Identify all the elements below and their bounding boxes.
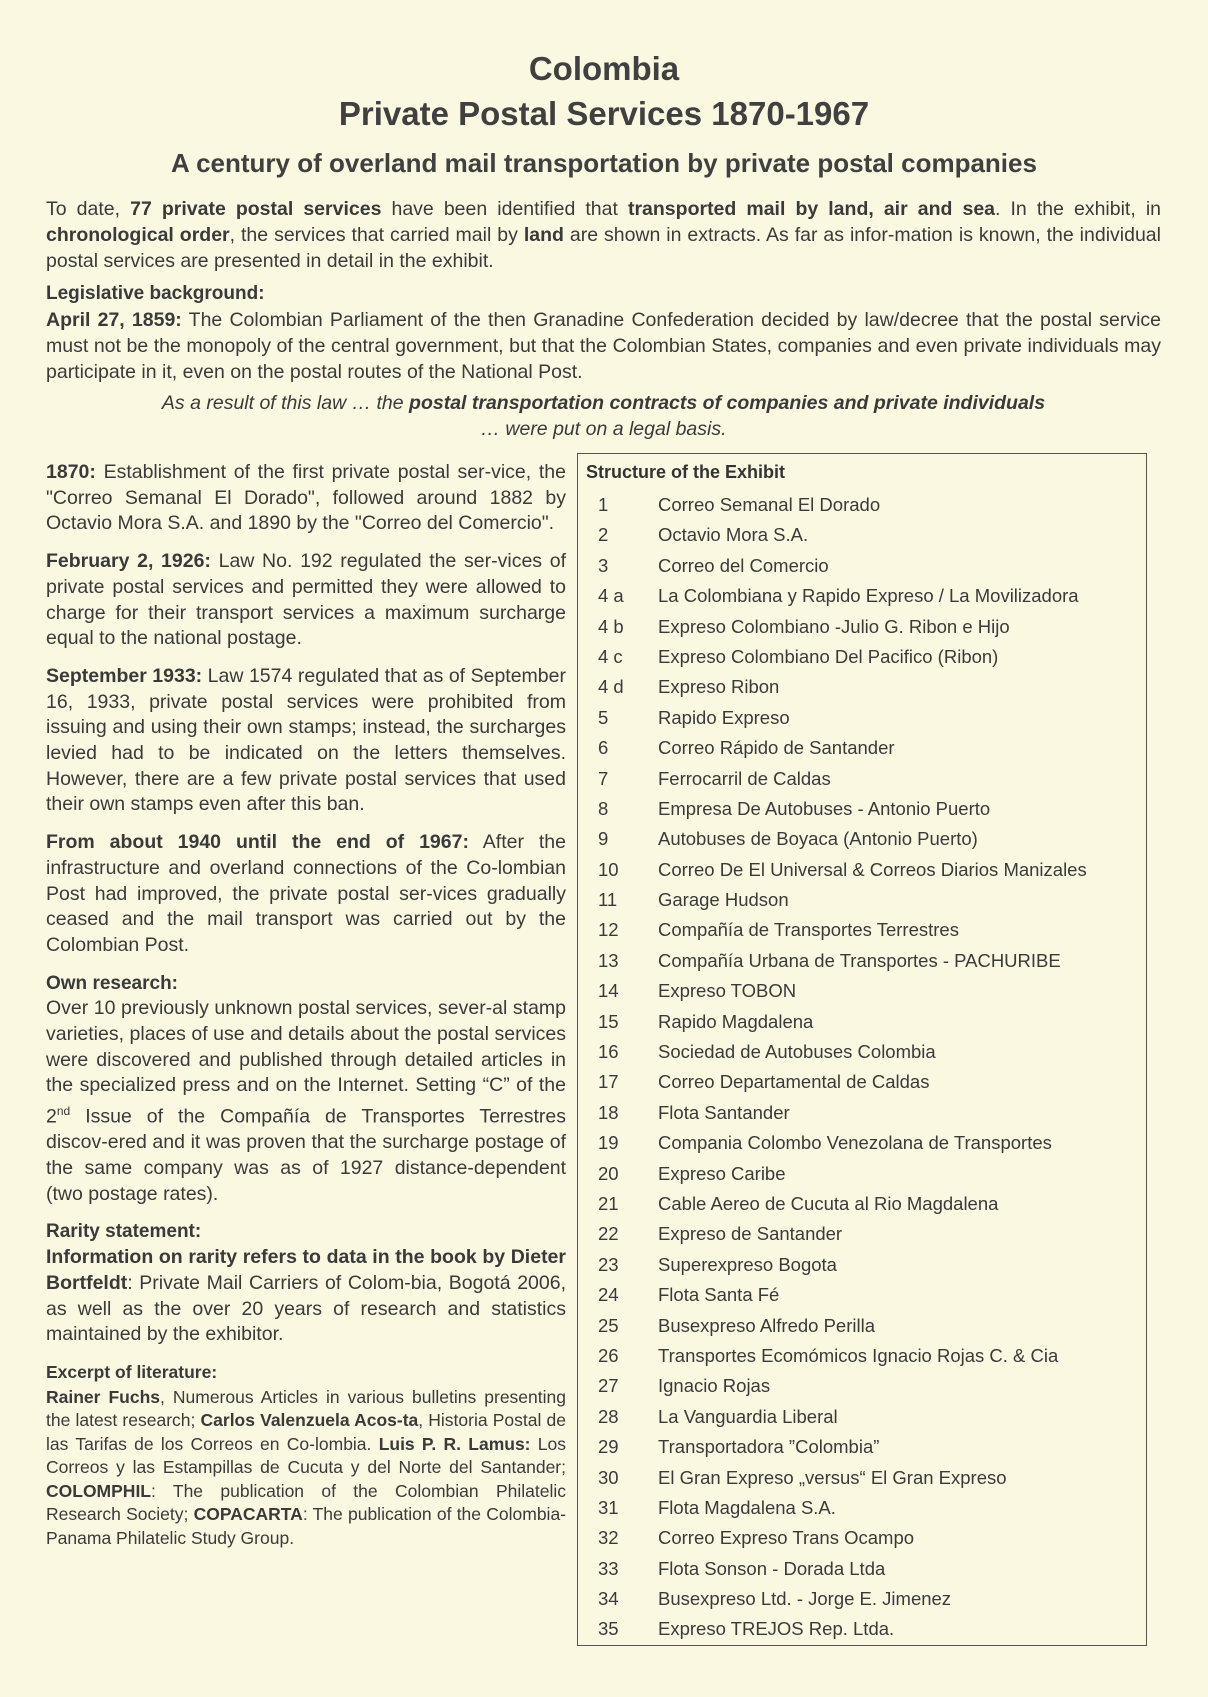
structure-box (577, 453, 1147, 1646)
lit-text: : The publication of the Colombian Philatelic Research Society; (46, 1480, 566, 1525)
structure-row-number: 20 (598, 1162, 619, 1184)
structure-row-name: Cable Aereo de Cucuta al Rio Magdalena (658, 1192, 999, 1214)
structure-row-number: 16 (598, 1041, 619, 1063)
structure-row (578, 855, 1146, 885)
structure-row (578, 581, 1146, 611)
structure-row-name: El Gran Expreso „versus“ El Gran Expreso (658, 1466, 1007, 1488)
structure-row (578, 1067, 1146, 1097)
structure-row-name: Correo Rápido de Santander (658, 737, 895, 759)
structure-row (578, 703, 1146, 733)
research-text: Over 10 previously unknown postal services, sever-al stamp varieties, places of use and details about the postal services were discovered and published through detailed articles in the specialized press and on the Internet. Setting “C” of the 2 (46, 997, 566, 1128)
intro-bold: transported mail by land, air and sea (627, 198, 996, 220)
structure-row (578, 915, 1146, 945)
page-title: Colombia (528, 50, 680, 87)
structure-row-name: Sociedad de Autobuses Colombia (658, 1041, 936, 1063)
structure-row-name: La Vanguardia Liberal (658, 1405, 838, 1427)
structure-row-number: 15 (598, 1010, 619, 1032)
structure-row (578, 1554, 1146, 1584)
structure-row-number: 10 (598, 858, 619, 880)
structure-row-number: 4 d (598, 676, 624, 698)
structure-row-number: 17 (598, 1071, 619, 1093)
structure-row-name: Ignacio Rojas (658, 1375, 771, 1397)
structure-row (578, 551, 1146, 581)
literature-heading: Excerpt of literature: (46, 1362, 218, 1382)
structure-row-number: 1 (598, 494, 609, 515)
structure-row-name: Compañía de Transportes Terrestres (658, 919, 959, 941)
lit-author: Rainer Fuchs (46, 1386, 161, 1407)
legislative-date: April 27, 1859: (46, 309, 182, 331)
structure-row-number: 8 (598, 797, 609, 819)
structure-row-name: Busexpreso Alfredo Perilla (658, 1314, 875, 1336)
history-text: Establishment of the first private postal ser-vice, the "Correo Semanal El Dorado", followed around 1882 by Octavio Mora S.A. and 1890 by the "Correo del Comercio". (46, 461, 566, 535)
structure-row-number: 22 (598, 1223, 619, 1245)
structure-row-number: 11 (598, 889, 618, 911)
structure-row-number: 34 (598, 1588, 619, 1610)
structure-row (578, 1584, 1146, 1614)
structure-row (578, 1371, 1146, 1401)
structure-row-number: 14 (598, 980, 619, 1002)
legislative-paragraph (46, 307, 1161, 385)
lit-text: Los Correos y las Estampillas de Cucuta y del Norte del Santander; (46, 1433, 566, 1478)
structure-row (578, 1007, 1146, 1037)
structure-row (578, 794, 1146, 824)
structure-row-number: 29 (598, 1436, 619, 1458)
intro-text: To date, (46, 198, 131, 220)
lit-author: COPACARTA (193, 1504, 303, 1525)
structure-row (578, 520, 1146, 550)
result-text: … were put on a legal basis. (480, 418, 727, 440)
intro-bold: 77 private postal services (130, 198, 382, 220)
structure-row-number: 28 (598, 1405, 619, 1427)
intro-paragraph (46, 196, 1161, 274)
structure-row-number: 7 (598, 767, 609, 789)
research-sup: nd (56, 1104, 71, 1119)
structure-row-number: 4 c (598, 645, 623, 667)
history-column (46, 460, 566, 1562)
legislative-text: The Colombian Parliament of the then Granadine Confederation decided by law/decree that the postal service must not be the monopoly of the central government, but that the Colombian States, companies and even private individuals may participate in it, even on the postal routes of the National Post. (46, 309, 1162, 383)
structure-row-number: 3 (598, 554, 609, 576)
structure-row (578, 1098, 1146, 1128)
structure-row (578, 1311, 1146, 1341)
history-text: Law No. 192 regulated the ser-vices of private postal services and permitted they were allowed to charge for their transport services a maximum surcharge equal to the national postage. (46, 550, 566, 650)
structure-row-number: 13 (598, 949, 619, 971)
structure-row (578, 1402, 1146, 1432)
structure-row-number: 23 (598, 1253, 619, 1275)
intro-text: are shown in extracts. As far as infor-mation is known, the individual postal services are presented in detail in the exhibit. (46, 224, 1161, 272)
structure-row-number: 25 (598, 1314, 619, 1336)
structure-row-number: 33 (598, 1557, 619, 1579)
result-bold: postal transportation contracts of companies and private individuals (409, 392, 1046, 414)
structure-row-name: Superexpreso Bogota (658, 1253, 837, 1275)
structure-row-name: La Colombiana y Rapido Expreso / La Movilizadora (658, 585, 1079, 607)
legislative-heading: Legislative background: (46, 283, 265, 304)
structure-row-name: Busexpreso Ltd. - Jorge E. Jimenez (658, 1588, 952, 1610)
structure-row (578, 1341, 1146, 1371)
structure-row-name: Flota Magdalena S.A. (658, 1496, 836, 1518)
history-1870 (46, 460, 566, 537)
structure-row-name: Transportadora ”Colombia” (658, 1436, 880, 1458)
structure-row (578, 1189, 1146, 1219)
rarity-text: : Private Mail Carriers of Colom-bia, Bogotá 2006, as well as the over 20 years of research and statistics maintained by the exhibitor. (46, 1271, 566, 1346)
structure-row-number: 2 (598, 524, 609, 546)
history-date: 1870: (46, 461, 96, 483)
structure-list (578, 490, 1146, 1645)
intro-text: . In the exhibit, in (995, 198, 1162, 220)
structure-row-name: Compañía Urbana de Transportes - PACHURIBE (658, 949, 1061, 971)
intro-text: , the services that carried mail by (229, 224, 524, 246)
structure-row-name: Expreso Colombiano Del Pacifico (Ribon) (658, 645, 999, 667)
structure-row-name: Expreso Caribe (658, 1162, 786, 1184)
structure-row-name: Ferrocarril de Caldas (658, 767, 831, 789)
structure-row-number: 6 (598, 737, 609, 759)
structure-row-name: Flota Santa Fé (658, 1284, 780, 1306)
lit-author: Carlos Valenzuela Acos-ta (200, 1410, 419, 1431)
structure-row-name: Empresa De Autobuses - Antonio Puerto (658, 797, 991, 819)
history-date: February 2, 1926: (46, 550, 211, 573)
structure-row-name: Expreso Colombiano -Julio G. Ribon e Hijo (658, 615, 1010, 637)
history-1940 (46, 830, 566, 959)
history-date: September 1933: (46, 664, 203, 687)
lit-text: : The publication of the Colombia-Panama Philatelic Study Group. (46, 1504, 567, 1548)
structure-row-number: 31 (598, 1496, 619, 1518)
structure-row (578, 976, 1146, 1006)
structure-row (578, 764, 1146, 794)
structure-row (578, 490, 1146, 520)
structure-title: Structure of the Exhibit (586, 462, 786, 482)
research-paragraph (46, 996, 566, 1207)
structure-row-number: 19 (598, 1132, 619, 1154)
structure-row-number: 9 (598, 828, 609, 850)
structure-row-number: 4 b (598, 615, 624, 637)
result-text: As a result of this law … the (161, 392, 410, 414)
structure-row-name: Correo Semanal El Dorado (658, 494, 881, 515)
rarity-bold: Information on rarity refers to data in the book by Dieter Bortfeldt (46, 1246, 566, 1294)
history-1933 (46, 664, 566, 818)
structure-row (578, 1037, 1146, 1067)
structure-row-name: Garage Hudson (658, 889, 789, 911)
structure-row (578, 885, 1146, 915)
history-date: From about 1940 until the end of 1967: (46, 831, 469, 854)
page-title-line2: Private Postal Services 1870-1967 (338, 95, 870, 132)
structure-row-number: 32 (598, 1527, 619, 1549)
structure-row (578, 672, 1146, 702)
rarity-paragraph (46, 1245, 566, 1348)
research-heading: Own research: (46, 972, 178, 994)
structure-row-number: 4 a (598, 585, 624, 607)
history-text: After the infrastructure and overland connections of the Co-lombian Post had improved, the private postal ser-vices gradually ceased and the mail transport was carried out by the Colombian Post. (46, 831, 566, 956)
structure-row-name: Autobuses de Boyaca (Antonio Puerto) (658, 828, 978, 850)
structure-row-name: Correo Departamental de Caldas (658, 1071, 930, 1093)
structure-row-number: 30 (598, 1466, 619, 1488)
structure-row-number: 27 (598, 1375, 619, 1397)
history-1926 (46, 549, 566, 652)
structure-row-name: Correo del Comercio (658, 554, 829, 576)
structure-row (578, 733, 1146, 763)
structure-row-name: Expreso TOBON (658, 980, 797, 1002)
structure-row-name: Flota Santander (658, 1101, 790, 1123)
structure-row (578, 1432, 1146, 1462)
structure-row-number: 12 (598, 919, 619, 941)
structure-row (578, 642, 1146, 672)
history-text: Law 1574 regulated that as of September 16, 1933, private postal services were prohibited from issuing and using their own stamps; instead, the surcharges levied had to be indicated on the letters themselves. However, there are a few private postal services that used their own stamps even after this ban. (46, 664, 566, 816)
structure-row-name: Expreso de Santander (658, 1223, 843, 1245)
result-statement (46, 390, 1161, 442)
structure-row (578, 1463, 1146, 1493)
structure-row-number: 18 (598, 1101, 619, 1123)
structure-row (578, 1280, 1146, 1310)
page-subtitle: A century of overland mail transportation by private postal companies (171, 148, 1037, 178)
structure-row (578, 1159, 1146, 1189)
structure-row (578, 612, 1146, 642)
structure-row-name: Rapido Expreso (658, 706, 790, 728)
rarity-heading: Rarity statement: (46, 1221, 202, 1243)
structure-row-number: 21 (598, 1192, 619, 1214)
structure-row-number: 5 (598, 706, 609, 728)
structure-row-name: Compania Colombo Venezolana de Transportes (658, 1132, 1052, 1154)
structure-row-number: 24 (598, 1284, 619, 1306)
structure-row-name: Correo De El Universal & Correos Diarios Manizales (658, 858, 1087, 880)
structure-row-number: 35 (598, 1618, 619, 1640)
structure-row (578, 1523, 1146, 1553)
structure-row (578, 1250, 1146, 1280)
structure-row (578, 824, 1146, 854)
structure-row-name: Correo Expreso Trans Ocampo (658, 1527, 915, 1549)
intro-text: have been identified that (381, 198, 628, 220)
structure-row-name: Flota Sonson - Dorada Ltda (658, 1557, 886, 1579)
intro-bold: land (523, 224, 564, 246)
lit-text: , Historia Postal de las Tarifas de los Correos en Co-lombia. (46, 1410, 566, 1454)
structure-row-number: 26 (598, 1344, 619, 1366)
structure-row (578, 1493, 1146, 1523)
lit-text: , Numerous Articles in various bulletins presenting the latest research; (46, 1386, 566, 1431)
lit-author: Luis P. R. Lamus: (378, 1433, 531, 1454)
structure-row-name: Expreso Ribon (658, 676, 780, 698)
structure-row (578, 1614, 1146, 1644)
structure-row-name: Rapido Magdalena (658, 1010, 814, 1032)
structure-row (578, 946, 1146, 976)
structure-row-name: Octavio Mora S.A. (658, 524, 809, 546)
structure-row-name: Transportes Ecomómicos Ignacio Rojas C. & Cia (658, 1344, 1059, 1366)
research-text: Issue of the Compañía de Transportes Terrestres discov-ered and it was proven that the surcharge postage of the same company was as of 1927 distance-dependent (two postage rates). (46, 1105, 566, 1205)
literature-paragraph (46, 1386, 566, 1551)
structure-row (578, 1128, 1146, 1158)
lit-author: COLOMPHIL (46, 1480, 151, 1501)
structure-row-name: Expreso TREJOS Rep. Ltda. (658, 1618, 895, 1640)
structure-row (578, 1219, 1146, 1249)
intro-bold: chronological order (46, 224, 230, 246)
